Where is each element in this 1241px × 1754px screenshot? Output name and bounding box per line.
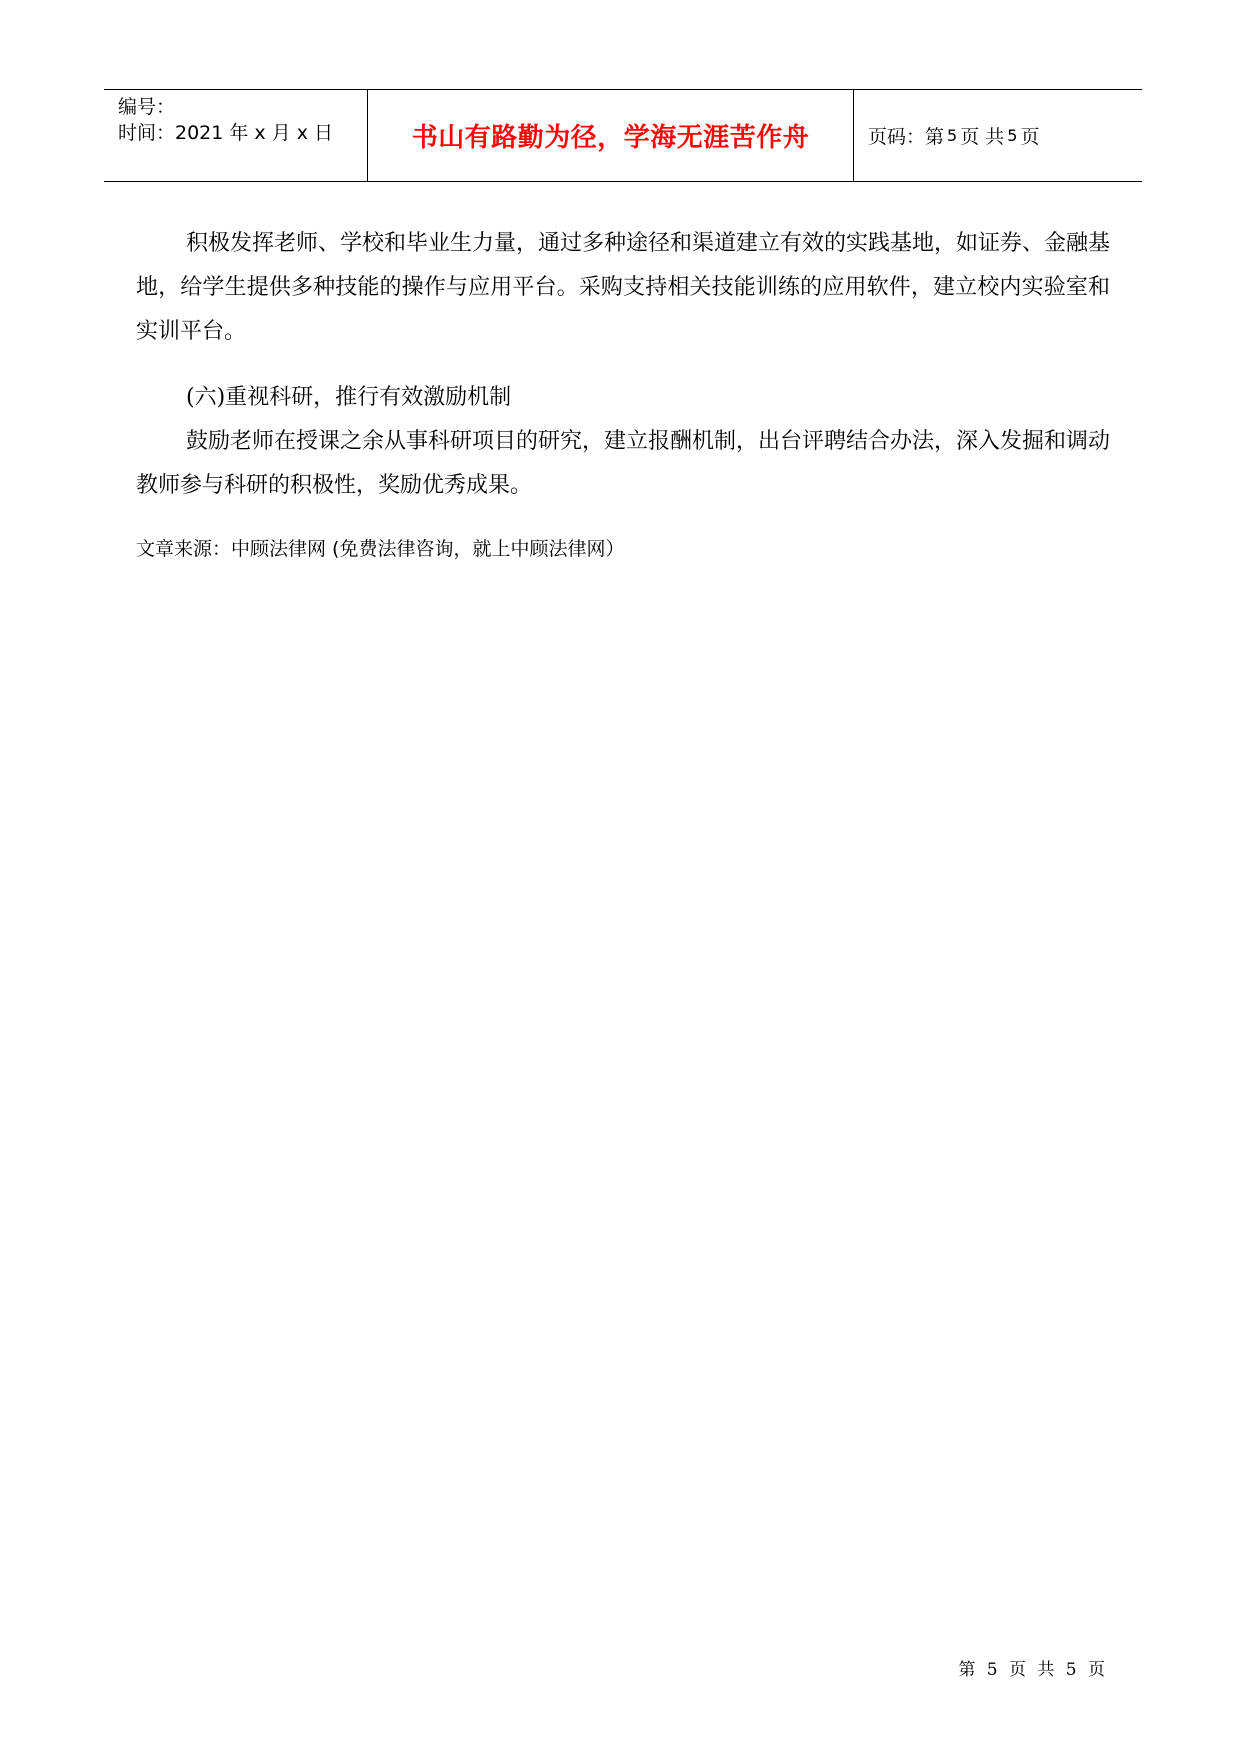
page-prefix: 页码：第 — [868, 126, 945, 148]
page-suffix: 页 — [1020, 126, 1040, 148]
section-heading: (六)重视科研，推行有效激励机制 — [186, 385, 512, 410]
header-motto-cell — [368, 90, 854, 181]
header-meta — [104, 90, 368, 181]
date-label: 时间：2021 年 x 月 x 日 — [118, 122, 334, 144]
serial-number-label: 编号： — [118, 96, 176, 118]
page-footer: 第 5 页 共 5 页 — [958, 1660, 1108, 1680]
document-body — [136, 222, 1110, 564]
body-paragraph: 鼓励老师在授课之余从事科研项目的研究，建立报酬机制，出台评聘结合办法，深入发掘和调动教师参与科研的积极性，奖励优秀成果。 — [136, 429, 1111, 498]
source-note: 文章来源：中顾法律网 (免费法律咨询，就上中顾法律网） — [136, 538, 625, 560]
page-current: 5 — [947, 126, 958, 145]
header-page-number — [854, 90, 1142, 181]
document-header — [104, 89, 1142, 182]
page-mid: 页 共 — [960, 126, 1005, 148]
motto-text: 书山有路勤为径，学海无涯苦作舟 — [411, 123, 810, 153]
body-paragraph: 积极发挥老师、学校和毕业生力量，通过多种途径和渠道建立有效的实践基地，如证券、金融基地，给学生提供多种技能的操作与应用平台。采购支持相关技能训练的应用软件，建立校内实验室和实训平台。 — [136, 231, 1111, 344]
page-total: 5 — [1007, 126, 1018, 145]
